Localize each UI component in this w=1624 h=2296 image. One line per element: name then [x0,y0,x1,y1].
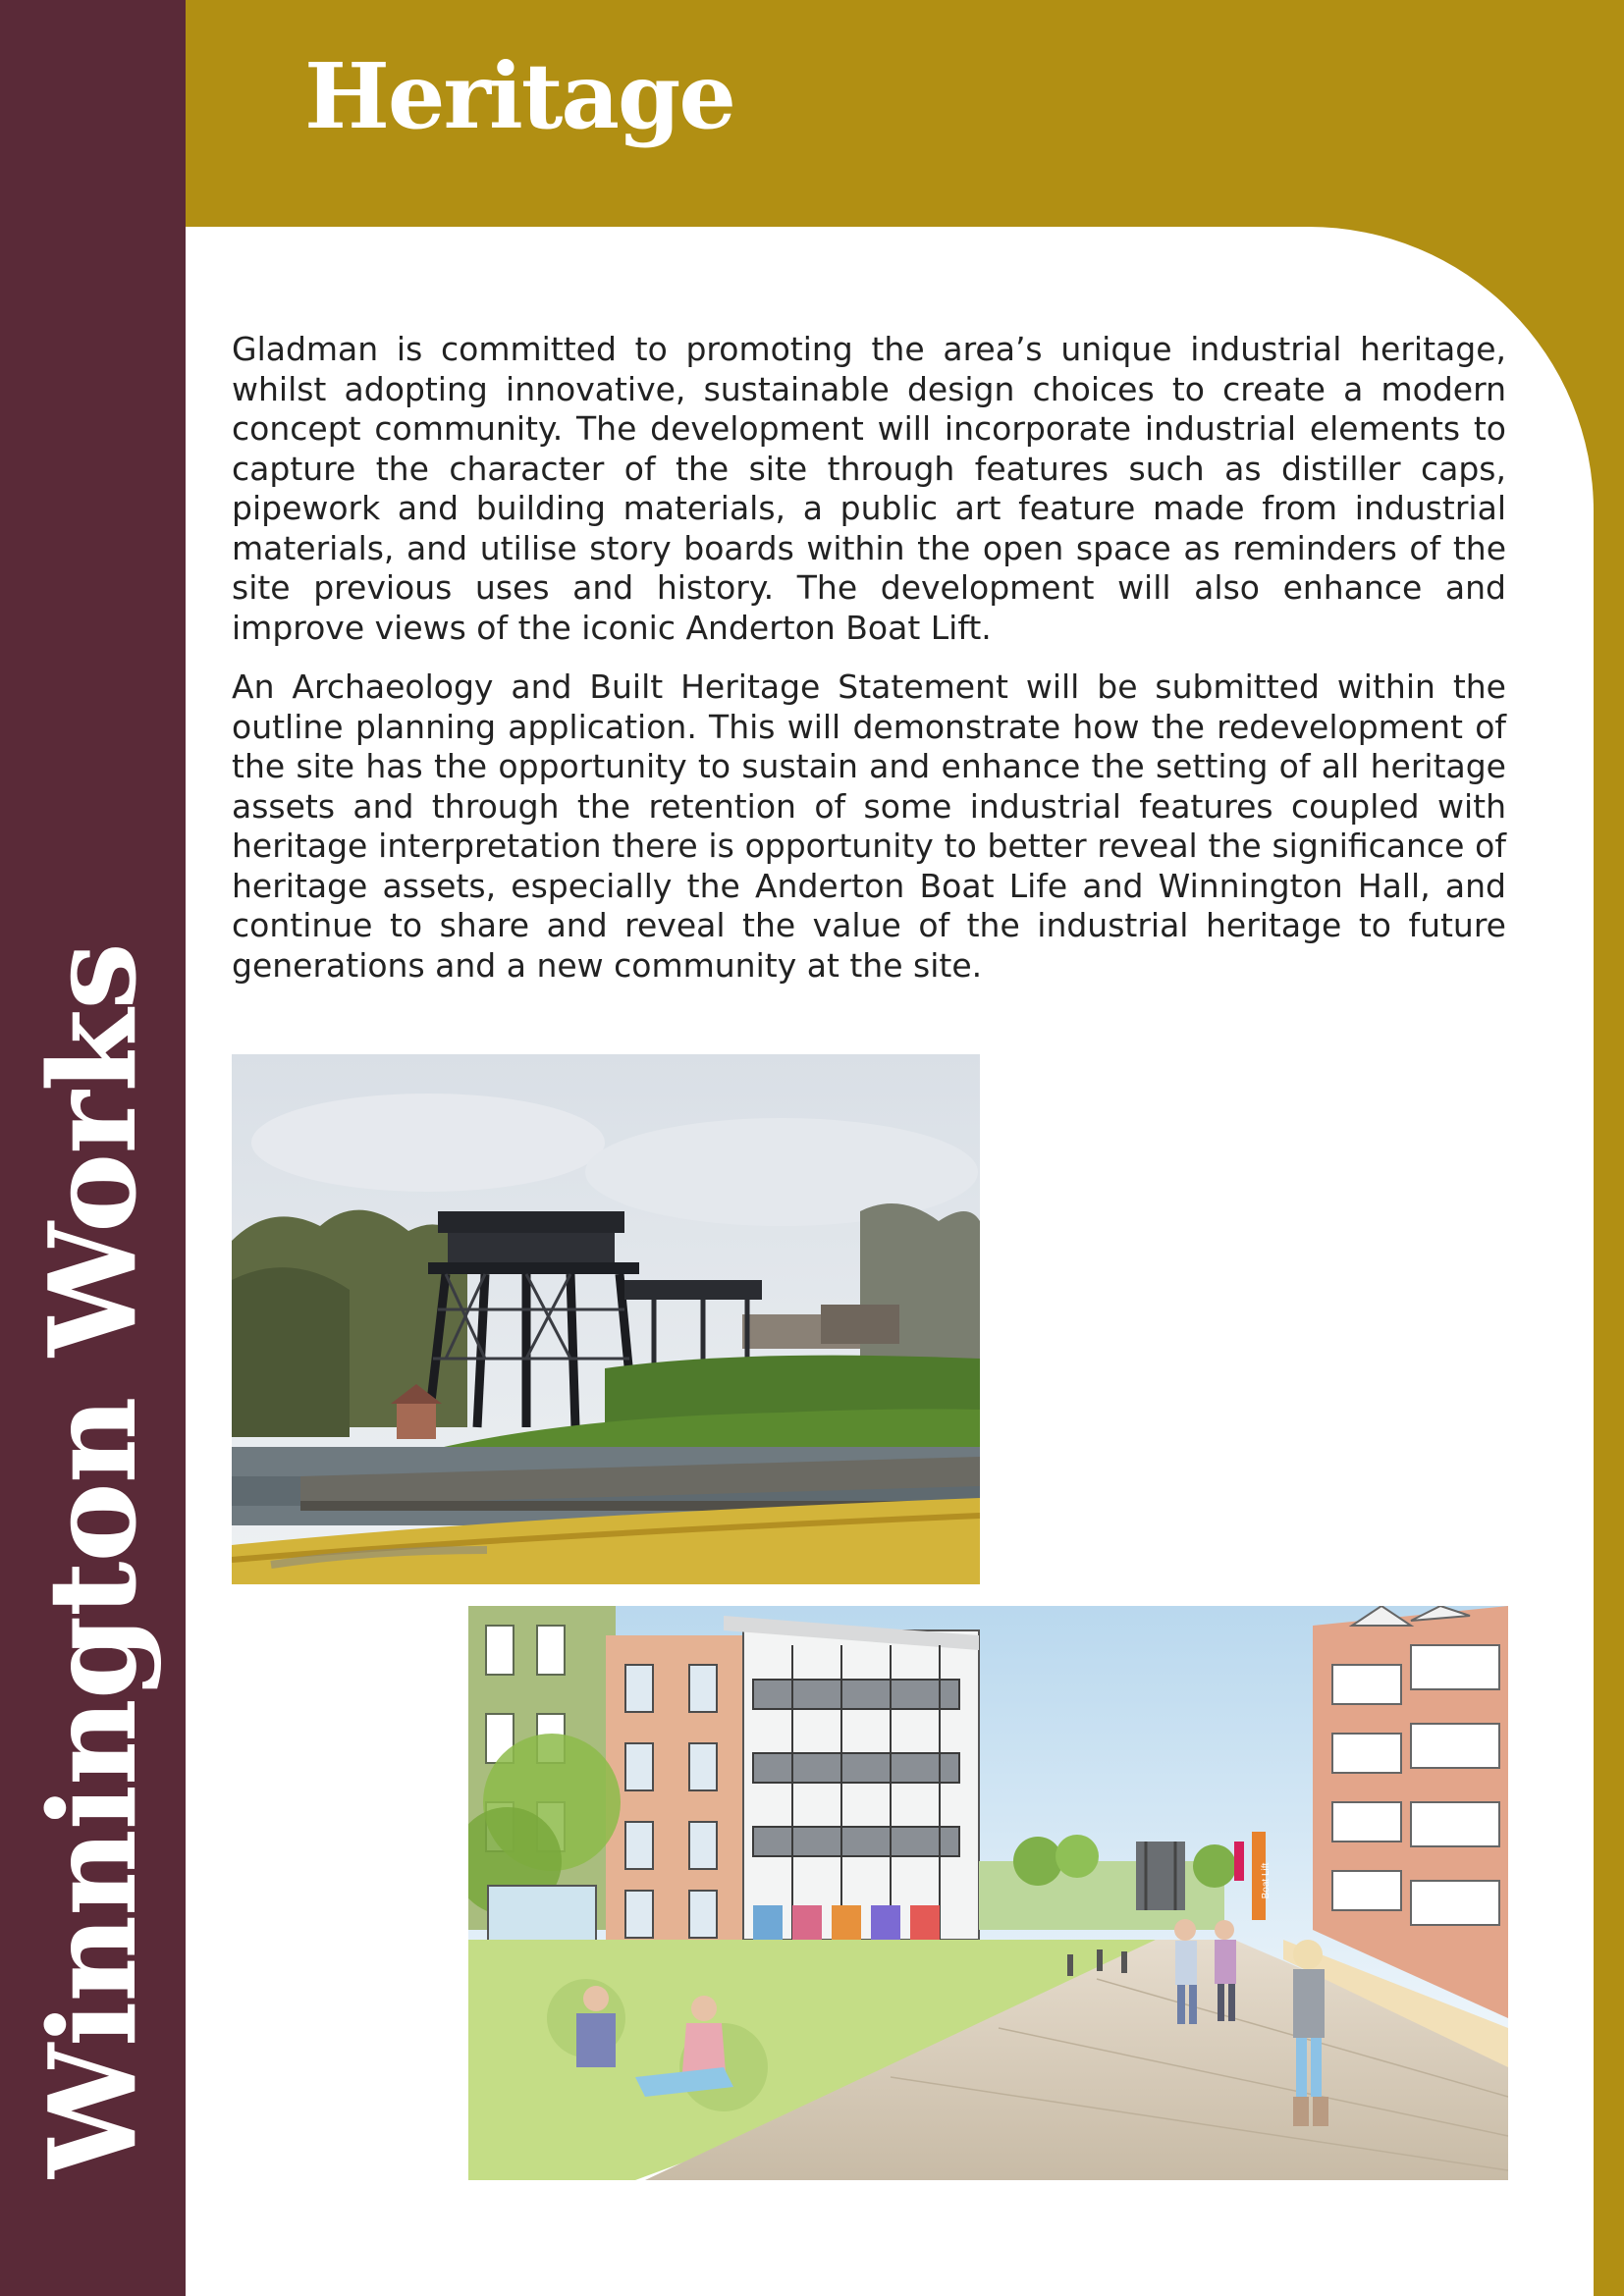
street-illustration-graphic [468,1606,1508,2180]
paragraph: Gladman is committed to promoting the area’s unique industrial heritage, whilst adopting innovative, sustainable design choices to create a modern concept community. The development will incorporate industrial elements to capture the character of the site through features such as distiller caps, pipework and building materials, a public art feature made from industrial materials, and utilise story boards within the open space as reminders of the site previous uses and history. The development will also enhance and improve views of the iconic Anderton Boat Lift. [232,330,1506,647]
boat-lift-photo-graphic [232,1054,980,1584]
sidebar-title: Winnington Works [22,943,163,2178]
boat-lift-photo [232,1054,980,1584]
body-text [232,330,1506,1005]
boat-lift-sign: Boat Lift [1261,1862,1272,1899]
paragraph: An Archaeology and Built Heritage Statement will be submitted within the outline planning application. This will demonstrate how the redevelopment of the site has the opportunity to sustain and enhance the setting of all heritage assets and through the retention of some industrial features coupled with heritage interpretation there is opportunity to better reveal the significance of heritage assets, especially the Anderton Boat Life and Winnington Hall, and continue to share and reveal the value of the industrial heritage to future generations and a new community at the site. [232,667,1506,985]
page-title: Heritage [304,43,734,149]
sidebar [0,0,186,2296]
street-illustration [468,1606,1508,2180]
